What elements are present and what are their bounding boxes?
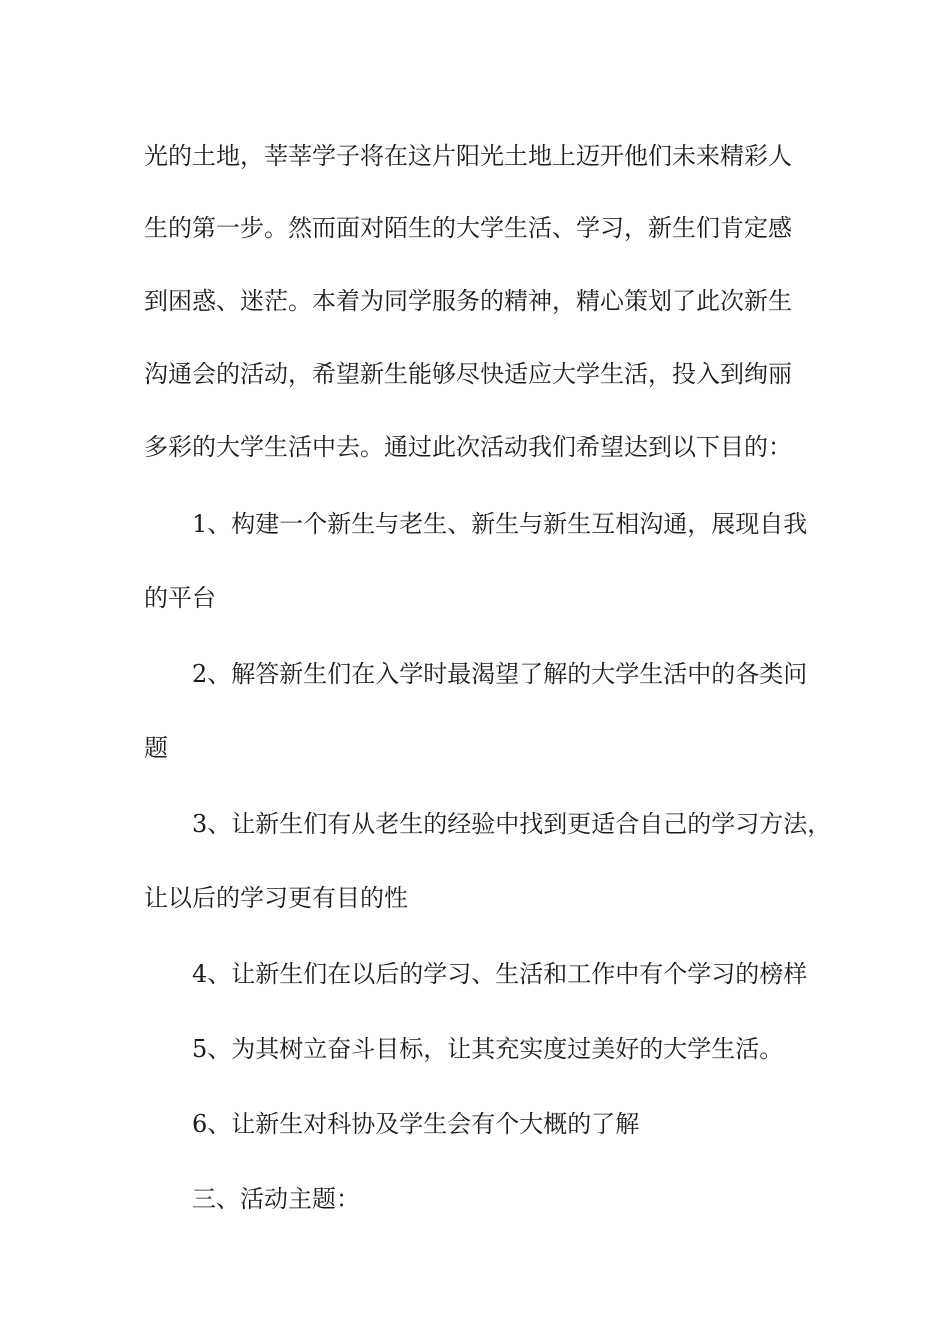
list-item-6: 6、让新生对科协及学生会有个大概的了解 <box>192 1110 640 1138</box>
paragraph-line: 到困惑、迷茫。本着为同学服务的精神，精心策划了此次新生 <box>144 287 792 315</box>
list-item-5: 5、为其树立奋斗目标，让其充实度过美好的大学生活。 <box>192 1035 784 1063</box>
list-item-3: 3、让新生们有从老生的经验中找到更适合自己的学习方法， <box>192 810 832 838</box>
list-item-1: 1、构建一个新生与老生、新生与新生互相沟通，展现自我 <box>192 510 808 538</box>
list-item-3-continuation: 让以后的学习更有目的性 <box>144 884 408 912</box>
paragraph-line: 光的土地，莘莘学子将在这片阳光土地上迈开他们未来精彩人 <box>144 142 792 170</box>
list-item-2: 2、解答新生们在入学时最渴望了解的大学生活中的各类问 <box>192 660 808 688</box>
list-item-4: 4、让新生们在以后的学习、生活和工作中有个学习的榜样 <box>192 960 808 988</box>
list-item-2-continuation: 题 <box>144 734 168 762</box>
paragraph-line: 沟通会的活动，希望新生能够尽快适应大学生活，投入到绚丽 <box>144 360 792 388</box>
section-heading: 三、活动主题： <box>192 1185 360 1213</box>
paragraph-line: 多彩的大学生活中去。通过此次活动我们希望达到以下目的： <box>144 433 792 461</box>
paragraph-line: 生的第一步。然而面对陌生的大学生活、学习，新生们肯定感 <box>144 214 792 242</box>
list-item-1-continuation: 的平台 <box>144 584 216 612</box>
